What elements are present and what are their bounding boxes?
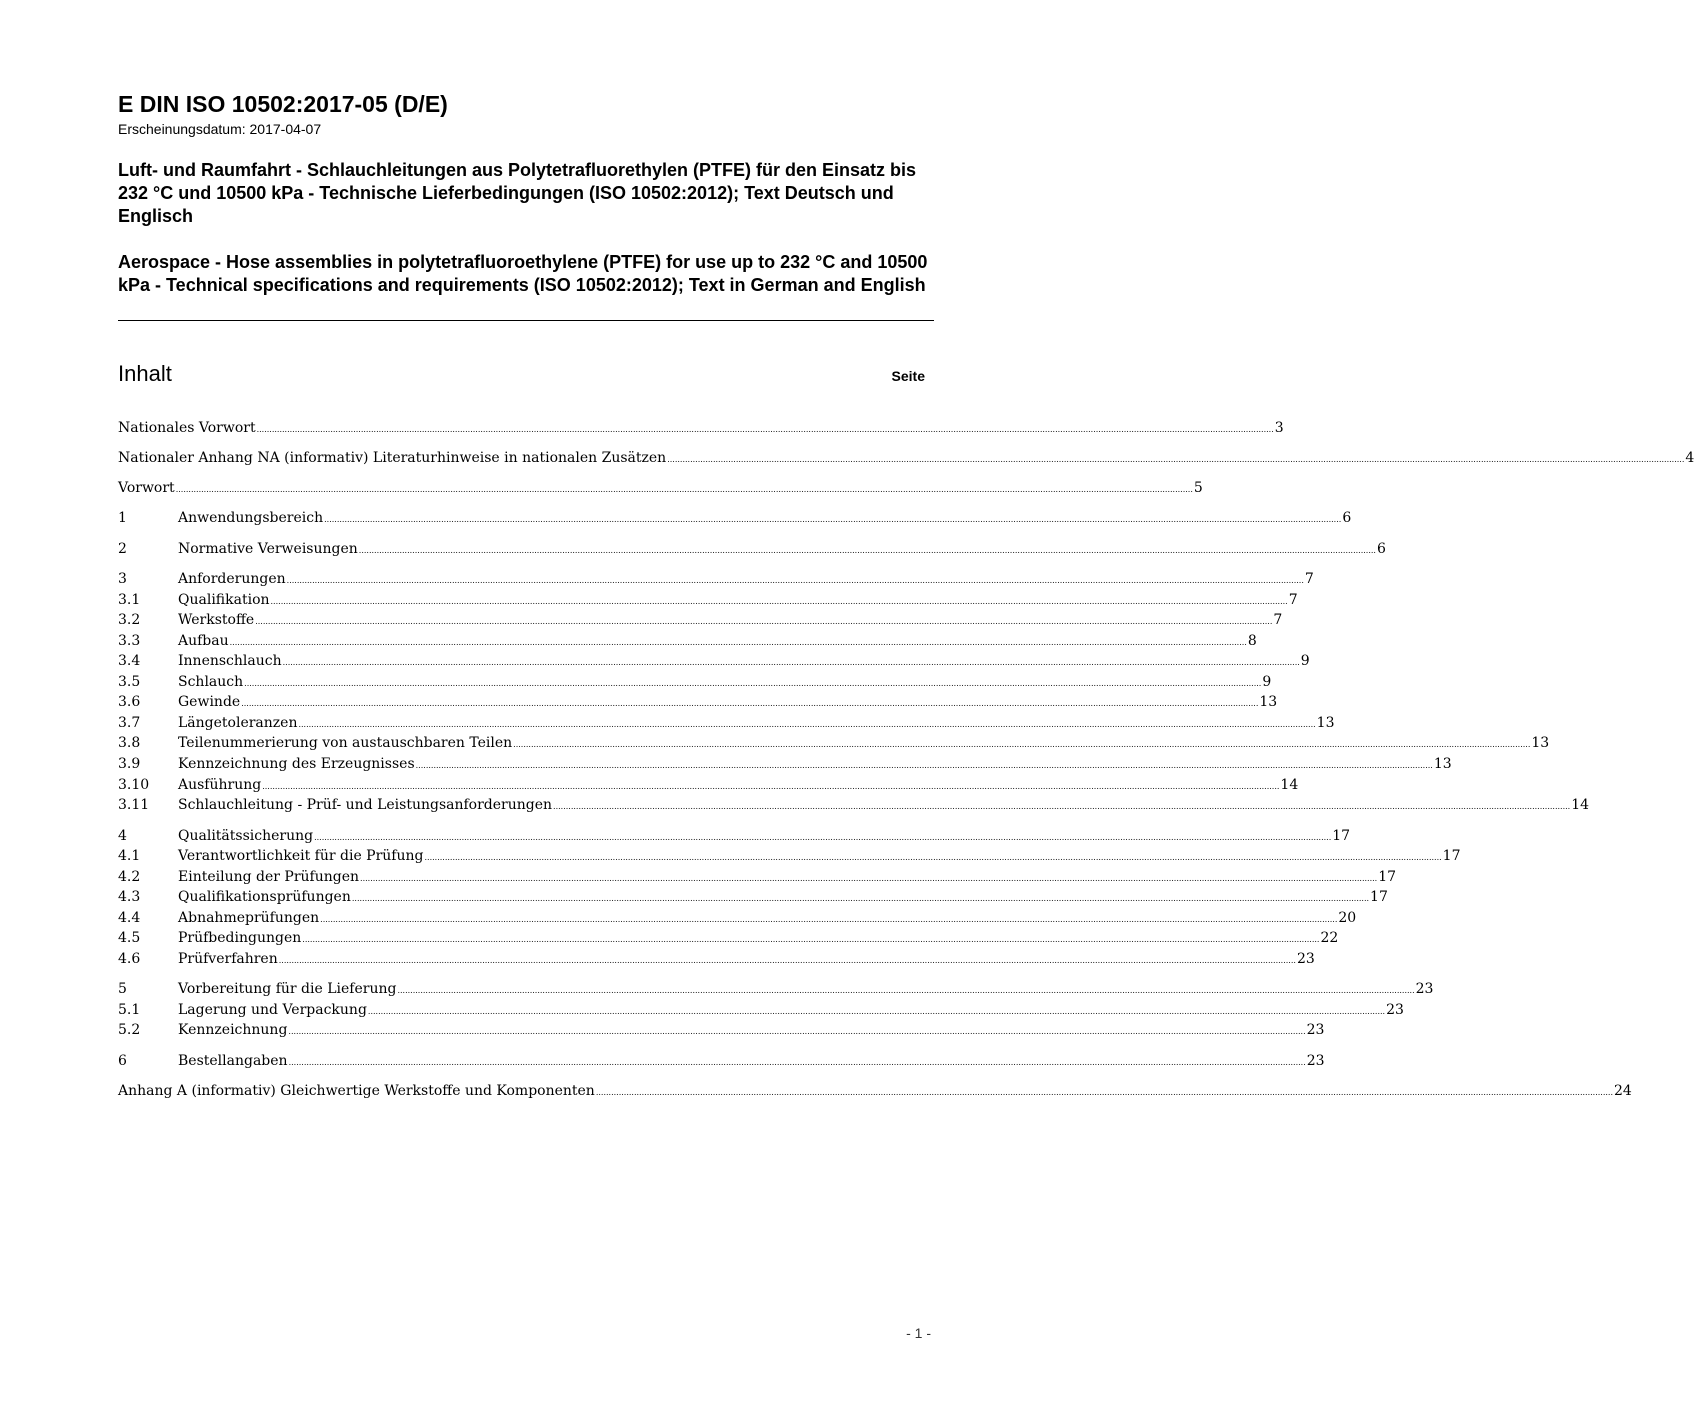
toc-entry-number: 2 — [118, 541, 127, 557]
toc-entry-title[interactable]: Teilenummerierung von austauschbaren Teilen — [178, 735, 513, 751]
toc-entry-page: 13 — [1259, 694, 1278, 710]
toc-entry-page: 7 — [1288, 592, 1298, 608]
toc-dot-leader: ................................................................................................................................................................................................................................................................................................................................................................................................................ — [367, 1007, 1386, 1016]
toc-entry-title[interactable]: Gewinde — [178, 694, 241, 710]
toc-dot-leader: ................................................................................................................................................................................................................................................................................................................................................................................................................ — [288, 1058, 1306, 1067]
toc-entry[interactable] — [118, 1020, 1325, 1040]
toc-entry-number: 3.11 — [118, 797, 150, 813]
toc-entry-title[interactable]: Prüfverfahren — [178, 951, 278, 967]
toc-entry[interactable] — [118, 448, 1694, 468]
toc-entry-number: 3.6 — [118, 694, 141, 710]
toc-entry-page: 23 — [1296, 951, 1315, 967]
toc-entry-number: 4.2 — [118, 869, 141, 885]
toc-entry-number: 5.2 — [118, 1022, 141, 1038]
toc-dot-leader: ................................................................................................................................................................................................................................................................................................................................................................................................................ — [553, 802, 1571, 811]
publication-date: Erscheinungsdatum: 2017-04-07 — [118, 121, 322, 137]
toc-entry-title[interactable]: Anforderungen — [178, 571, 286, 587]
toc-entry[interactable] — [118, 887, 1388, 907]
toc-dot-leader: ................................................................................................................................................................................................................................................................................................................................................................................................................ — [282, 658, 1300, 667]
toc-entry-number: 4.4 — [118, 910, 141, 926]
toc-dot-leader: ................................................................................................................................................................................................................................................................................................................................................................................................................ — [360, 874, 1378, 883]
toc-entry[interactable] — [118, 867, 1397, 887]
toc-entry-page: 23 — [1306, 1053, 1325, 1069]
toc-entry-title[interactable]: Normative Verweisungen — [178, 541, 358, 557]
toc-entry-page: 22 — [1320, 930, 1339, 946]
toc-entry-page: 20 — [1338, 910, 1357, 926]
toc-entry-title[interactable]: Kennzeichnung — [178, 1022, 288, 1038]
toc-entry-page: 9 — [1262, 674, 1272, 690]
toc-entry[interactable] — [118, 775, 1299, 795]
toc-entry-number: 5.1 — [118, 1002, 141, 1018]
toc-entry-number: 3 — [118, 571, 127, 587]
toc-entry-title[interactable]: Werkstoffe — [178, 612, 255, 628]
toc-dot-leader: ................................................................................................................................................................................................................................................................................................................................................................................................................ — [298, 720, 1316, 729]
toc-entry-number: 3.4 — [118, 653, 141, 669]
toc-entry-number: 5 — [118, 981, 127, 997]
toc-dot-leader: ................................................................................................................................................................................................................................................................................................................................................................................................................ — [595, 1088, 1614, 1097]
toc-entry-number: 3.5 — [118, 674, 141, 690]
toc-entry-page: 3 — [1274, 420, 1284, 436]
toc-entry-page: 7 — [1273, 612, 1283, 628]
toc-entry-page: 13 — [1531, 735, 1550, 751]
toc-entry-title[interactable]: Prüfbedingungen — [178, 930, 302, 946]
toc-dot-leader: ................................................................................................................................................................................................................................................................................................................................................................................................................ — [351, 894, 1370, 903]
toc-dot-leader: ................................................................................................................................................................................................................................................................................................................................................................................................................ — [256, 425, 1274, 434]
toc-dot-leader: ................................................................................................................................................................................................................................................................................................................................................................................................................ — [513, 740, 1531, 749]
toc-dot-leader: ................................................................................................................................................................................................................................................................................................................................................................................................................ — [262, 782, 1280, 791]
toc-dot-leader: ................................................................................................................................................................................................................................................................................................................................................................................................................ — [255, 617, 1273, 626]
toc-entry-number: 3.2 — [118, 612, 141, 628]
toc-entry-title[interactable]: Anhang A (informativ) Gleichwertige Werkstoffe und Komponenten — [118, 1083, 595, 1099]
toc-entry-page: 23 — [1386, 1002, 1404, 1018]
toc-entry-title[interactable]: Bestellangaben — [178, 1053, 288, 1069]
toc-entry-title[interactable]: Innenschlauch — [178, 653, 282, 669]
toc-entry-title[interactable]: Lagerung und Verpackung — [178, 1002, 367, 1018]
toc-entry[interactable] — [118, 949, 1315, 969]
toc-entry-title[interactable]: Anwendungsbereich — [178, 510, 324, 526]
toc-dot-leader: ................................................................................................................................................................................................................................................................................................................................................................................................................ — [278, 956, 1296, 965]
toc-dot-leader: ................................................................................................................................................................................................................................................................................................................................................................................................................ — [302, 935, 1320, 944]
toc-dot-leader: ................................................................................................................................................................................................................................................................................................................................................................................................................ — [358, 546, 1376, 555]
toc-entry[interactable] — [118, 651, 1310, 671]
toc-entry[interactable] — [118, 754, 1452, 774]
toc-entry-page: 9 — [1300, 653, 1310, 669]
toc-entry[interactable] — [118, 1000, 1404, 1020]
toc-entry-title[interactable]: Abnahmeprüfungen — [178, 910, 320, 926]
toc-entry[interactable] — [118, 795, 1590, 815]
toc-entry[interactable] — [118, 478, 1203, 498]
toc-entry-page: 17 — [1442, 848, 1461, 864]
toc-dot-leader: ................................................................................................................................................................................................................................................................................................................................................................................................................ — [244, 679, 1262, 688]
toc-entry-title[interactable]: Qualifikation — [178, 592, 270, 608]
toc-entry[interactable] — [118, 908, 1357, 928]
title-divider — [118, 320, 934, 321]
toc-entry-page: 17 — [1370, 889, 1388, 905]
toc-entry-title[interactable]: Schlauchleitung - Prüf- und Leistungsanforderungen — [178, 797, 553, 813]
toc-dot-leader: ................................................................................................................................................................................................................................................................................................................................................................................................................ — [270, 597, 1288, 606]
toc-entry-page: 6 — [1342, 510, 1352, 526]
toc-entry[interactable] — [118, 928, 1339, 948]
toc-entry[interactable] — [118, 1051, 1325, 1071]
toc-entry[interactable] — [118, 508, 1352, 528]
toc-page-column-label: Seite — [891, 368, 925, 384]
toc-entry-number: 3.1 — [118, 592, 141, 608]
toc-entry[interactable] — [118, 539, 1386, 559]
toc-entry-number: 6 — [118, 1053, 127, 1069]
toc-entry-title[interactable]: Nationales Vorwort — [118, 420, 256, 436]
toc-entry-title[interactable]: Qualifikationsprüfungen — [178, 889, 351, 905]
toc-dot-leader: ................................................................................................................................................................................................................................................................................................................................................................................................................ — [415, 761, 1433, 770]
toc-entry-page: 5 — [1193, 480, 1203, 496]
toc-entry-number: 3.8 — [118, 735, 141, 751]
toc-dot-leader: ................................................................................................................................................................................................................................................................................................................................................................................................................ — [324, 515, 1342, 524]
toc-entry[interactable] — [118, 1081, 1632, 1101]
toc-dot-leader: ................................................................................................................................................................................................................................................................................................................................................................................................................ — [667, 455, 1685, 464]
toc-dot-leader: ................................................................................................................................................................................................................................................................................................................................................................................................................ — [424, 853, 1442, 862]
toc-dot-leader: ................................................................................................................................................................................................................................................................................................................................................................................................................ — [229, 638, 1247, 647]
toc-entry-page: 8 — [1247, 633, 1257, 649]
toc-entry-title[interactable]: Kennzeichnung des Erzeugnisses — [178, 756, 415, 772]
toc-heading: Inhalt — [118, 361, 172, 386]
toc-entry-title[interactable]: Vorwort — [118, 480, 175, 496]
toc-entry-title[interactable]: Vorbereitung für die Lieferung — [178, 981, 397, 997]
toc-dot-leader: ................................................................................................................................................................................................................................................................................................................................................................................................................ — [320, 915, 1338, 924]
toc-dot-leader: ................................................................................................................................................................................................................................................................................................................................................................................................................ — [288, 1027, 1306, 1036]
toc-entry-page: 4 — [1685, 450, 1694, 466]
toc-dot-leader: ................................................................................................................................................................................................................................................................................................................................................................................................................ — [175, 485, 1193, 494]
document-id: E DIN ISO 10502:2017-05 (D/E) — [118, 91, 448, 117]
toc-entry[interactable] — [118, 610, 1283, 630]
toc-entry-number: 3.9 — [118, 756, 141, 772]
toc-entry-number: 4.3 — [118, 889, 141, 905]
toc-entry-title[interactable]: Schlauch — [178, 674, 244, 690]
toc-entry-page: 14 — [1571, 797, 1590, 813]
toc-entry[interactable] — [118, 590, 1298, 610]
title-german: Luft- und Raumfahrt - Schlauchleitungen aus Polytetrafluorethylen (PTFE) für den Einsatz bis 232 °C und 10500 kPa - Technische Lieferbedingungen (ISO 10502:2012); Text Deutsch und Englisch — [118, 160, 917, 226]
toc-entry-page: 17 — [1332, 828, 1351, 844]
toc-entry[interactable] — [118, 569, 1314, 589]
toc-entry[interactable] — [118, 672, 1272, 692]
toc-entry[interactable] — [118, 846, 1461, 866]
toc-entry[interactable] — [118, 826, 1351, 846]
toc-entry-page: 17 — [1378, 869, 1397, 885]
toc-dot-leader: ................................................................................................................................................................................................................................................................................................................................................................................................................ — [286, 576, 1304, 585]
toc-entry-title[interactable]: Längetoleranzen — [178, 715, 298, 731]
toc-entry-page: 23 — [1415, 981, 1434, 997]
toc-entry-number: 4 — [118, 828, 127, 844]
toc-entry[interactable] — [118, 713, 1335, 733]
toc-entry[interactable] — [118, 418, 1284, 438]
toc-dot-leader: ................................................................................................................................................................................................................................................................................................................................................................................................................ — [314, 833, 1332, 842]
toc-entry-number: 4.1 — [118, 848, 141, 864]
toc-entry-page: 14 — [1280, 777, 1299, 793]
toc-entry-title[interactable]: Nationaler Anhang NA (informativ) Literaturhinweise in nationalen Zusätzen — [118, 450, 667, 466]
toc-entry-number: 3.10 — [118, 777, 150, 793]
toc-entry-title[interactable]: Einteilung der Prüfungen — [178, 869, 360, 885]
toc-entry-page: 13 — [1316, 715, 1335, 731]
toc-dot-leader: ................................................................................................................................................................................................................................................................................................................................................................................................................ — [241, 699, 1259, 708]
toc-entry-title[interactable]: Aufbau — [178, 633, 229, 649]
toc-entry-page: 7 — [1304, 571, 1314, 587]
toc-entry-title[interactable]: Qualitätssicherung — [178, 828, 314, 844]
toc-entry[interactable] — [118, 979, 1434, 999]
toc-entry[interactable] — [118, 631, 1257, 651]
toc-dot-leader: ................................................................................................................................................................................................................................................................................................................................................................................................................ — [397, 986, 1415, 995]
toc-entry-number: 1 — [118, 510, 127, 526]
toc-entry-page: 6 — [1376, 541, 1386, 557]
toc-entry-number: 4.5 — [118, 930, 141, 946]
toc-entry-number: 3.7 — [118, 715, 141, 731]
toc-entry[interactable] — [118, 733, 1550, 753]
toc-entry-title[interactable]: Verantwortlichkeit für die Prüfung — [178, 848, 424, 864]
toc-entry-title[interactable]: Ausführung — [178, 777, 262, 793]
page-number: - 1 - — [906, 1325, 931, 1341]
toc-entry[interactable] — [118, 692, 1278, 712]
toc-entry-page: 23 — [1306, 1022, 1325, 1038]
toc-entry-page: 13 — [1433, 756, 1452, 772]
toc-entry-page: 24 — [1614, 1083, 1632, 1099]
title-english: Aerospace - Hose assemblies in polytetrafluoroethylene (PTFE) for use up to 232 °C and 10500 kPa - Technical specifications and requirements (ISO 10502:2012); Text in German and English — [118, 252, 928, 295]
toc-entry-number: 4.6 — [118, 951, 141, 967]
toc-entry-number: 3.3 — [118, 633, 141, 649]
